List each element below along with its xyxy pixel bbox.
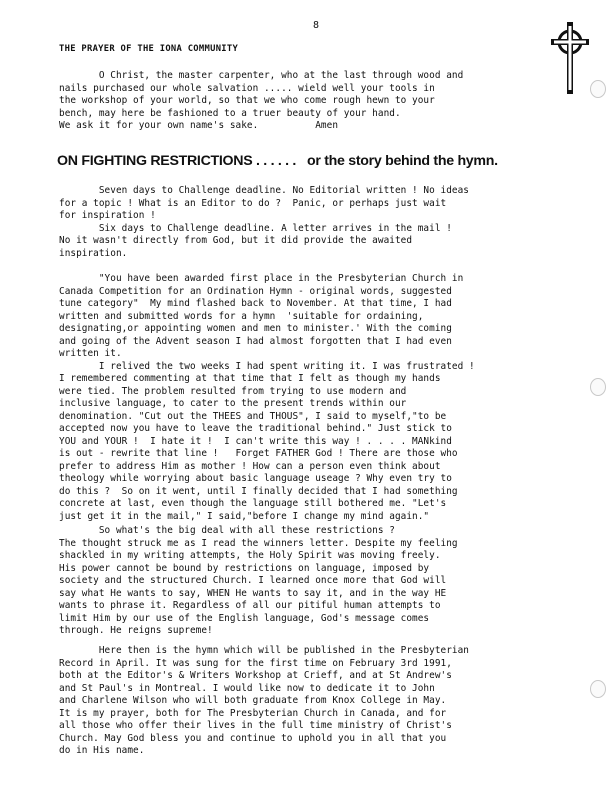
text-line: denomination. "Cut out the THEES and THOUS", I said to myself,"to be <box>59 410 447 422</box>
text-line: Here then is the hymn which will be published in the Presbyterian <box>59 645 469 656</box>
paragraph-restrictions <box>59 525 565 638</box>
paragraph-hymn-dedication <box>59 645 565 758</box>
text-line: for a topic ! What is an Editor to do ? Panic, or perhaps just wait <box>59 197 447 209</box>
text-line: and Charlene Wilson who will both graduate from Knox College in May. <box>59 695 447 706</box>
text-line: society and the structured Church. I learned once more that God will <box>59 575 447 586</box>
text-line: and going of the Advent season I had almost forgotten that I had even <box>59 335 452 347</box>
text-line: accepted now you have to leave the traditional behind." Just stick to <box>59 423 452 434</box>
text-line: theology while worrying about basic language useage ? Why even try to <box>59 473 452 484</box>
text-line: for inspiration ! <box>59 210 156 221</box>
text-line: were tied. The problem resulted from trying to use modern and <box>59 385 407 397</box>
text-line: all those who offer their lives in the full time ministry of Christ's <box>59 720 452 731</box>
text-line: Seven days to Challenge deadline. No Editorial written ! No ideas <box>59 185 469 196</box>
binder-hole <box>590 378 606 396</box>
text-line: concrete at last, even though the language still bothered me. "Let's <box>59 498 447 509</box>
text-line: nails purchased our whole salvation ..... wield well your tools in <box>59 82 435 94</box>
page-number: 8 <box>313 20 320 31</box>
text-line: Canada Competition for an Ordination Hymn - original words, suggested <box>59 285 452 297</box>
text-line: bench, may here be fashioned to a truer beauty of your hand. <box>59 107 401 119</box>
text-line: prefer to address Him as mother ! How can a person even think about <box>59 460 441 472</box>
binder-hole <box>590 80 606 98</box>
text-line: His power cannot be bound by restrictions on language, imposed by <box>59 562 430 574</box>
text-line: O Christ, the master carpenter, who at the last through wood and <box>59 70 464 81</box>
text-line: designating,or appointing women and men to minister.' With the coming <box>59 323 452 334</box>
text-line: I relived the two weeks I had spent writing it. I was frustrated ! <box>59 360 475 372</box>
paragraph-award-letter <box>59 273 565 523</box>
text-line: written it. <box>59 348 122 359</box>
text-line: do in His name. <box>59 745 145 756</box>
prayer-title: THE PRAYER OF THE IONA COMMUNITY <box>59 44 239 54</box>
text-line: We ask it for your own name's sake. Amen <box>59 120 339 131</box>
prayer-body <box>59 70 565 133</box>
text-line: YOU and YOUR ! I hate it ! I can't write this way ! . . . . MANkind <box>59 435 452 447</box>
text-line: say what He wants to say, WHEN He wants to say it, and in the way HE <box>59 587 447 599</box>
text-line: wants to phrase it. Regardless of all our pitiful human attempts to <box>59 600 441 611</box>
text-line: inclusive language, to cater to the present trends within our <box>59 398 407 409</box>
text-line: through. He reigns supreme! <box>59 625 213 636</box>
text-line: So what's the big deal with all these restrictions ? <box>59 525 395 536</box>
text-line: Record in April. It was sung for the first time on February 3rd 1991, <box>59 657 452 669</box>
text-line: the workshop of your world, so that we who come rough hewn to your <box>59 95 435 106</box>
text-line: both at the Editor's & Writers Workshop at Crieff, and at St Andrew's <box>59 670 452 681</box>
binder-hole <box>590 680 606 698</box>
text-line: The thought struck me as I read the winners letter. Despite my feeling <box>59 537 458 549</box>
text-line: limit Him by our use of the English language, God's message comes <box>59 612 430 624</box>
text-line: Church. May God bless you and continue to uphold you in all that you <box>59 732 447 744</box>
text-line: "You have been awarded first place in the Presbyterian Church in <box>59 273 464 284</box>
paragraph-challenge-deadline <box>59 185 565 260</box>
text-line: tune category" My mind flashed back to November. At that time, I had <box>59 298 452 309</box>
text-line: inspiration. <box>59 247 128 259</box>
text-line: Six days to Challenge deadline. A letter arrives in the mail ! <box>59 222 452 234</box>
text-line: and St Paul's in Montreal. I would like now to dedicate it to John <box>59 682 435 694</box>
text-line: written and submitted words for a hymn 'suitable for ordaining, <box>59 310 424 322</box>
article-heading: ON FIGHTING RESTRICTIONS . . . . . . or the story behind the hymn. <box>57 153 498 169</box>
text-line: is out - rewrite that line ! Forget FATHER God ! There are those who <box>59 448 458 459</box>
text-line: No it wasn't directly from God, but it did provide the awaited <box>59 235 413 246</box>
text-line: do this ? So on it went, until I finally decided that I had something <box>59 485 458 497</box>
text-line: just get it in the mail," I said,"before I change my mind again." <box>59 510 430 522</box>
text-line: shackled in my writing attempts, the Holy Spirit was moving freely. <box>59 550 441 561</box>
text-line: I remembered commenting at that time that I felt as though my hands <box>59 373 441 384</box>
text-line: It is my prayer, both for The Presbyterian Church in Canada, and for <box>59 707 447 719</box>
